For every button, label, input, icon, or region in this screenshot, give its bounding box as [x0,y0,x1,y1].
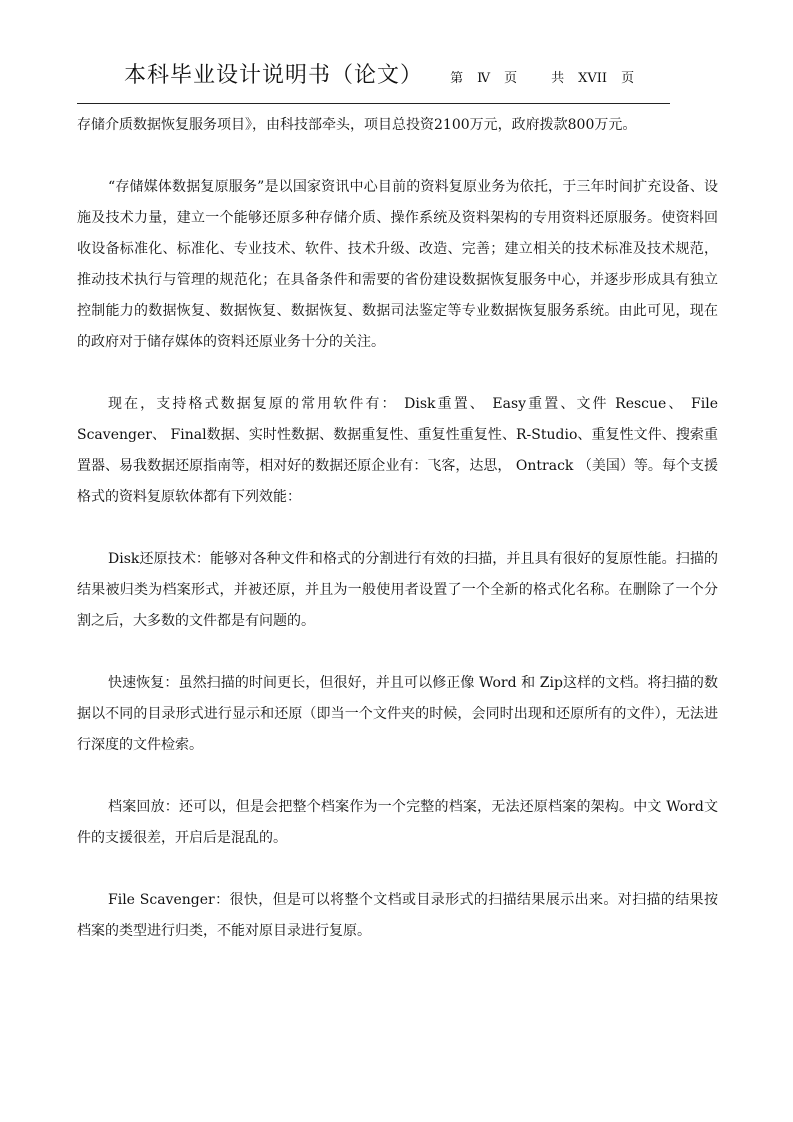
paragraph-6: 档案回放：还可以，但是会把整个档案作为一个完整的档案，无法还原档案的架构。中文 Word文件的支援很差，开启后是混乱的。 [77,799,718,846]
total-suffix: 页 [621,71,635,86]
paragraph-1: 存储介质数据恢复服务项目》，由科技部牵头，项目总投资2100万元，政府拨款800万元。 [77,117,637,133]
paragraph-3: 现在，支持格式数据复原的常用软件有： Disk重置、 Easy重置、文件 Rescue、 File Scavenger、 Final数据、实时性数据、数据重复性、重复性重复性、R-Studio、重复性文件、搜索重置器、易我数据还原指南等，相对好的数据还原企业有：飞客，达思， Ontrack （美国）等。每个支援格式的资料复原软体都有下列效能： [77,396,718,505]
page-header [124,58,634,89]
page-suffix: 页 [504,71,518,86]
paragraph-5: 快速恢复：虽然扫描的时间更长，但很好，并且可以修正像 Word 和 Zip这样的文档。将扫描的数据以不同的目录形式进行显示和还原（即当一个文件夹的时候，会同时出现和还原所有的文件），无法进行深度的文件检索。 [77,675,718,753]
paragraph-4: Disk还原技术：能够对各种文件和格式的分割进行有效的扫描，并且具有很好的复原性能。扫描的结果被归类为档案形式，并被还原，并且为一般使用者设置了一个全新的格式化名称。在删除了一个分割之后，大多数的文件都是有问题的。 [77,551,718,629]
total-pages: XVII [578,71,608,86]
paragraph-2: “存储媒体数据复原服务”是以国家资讯中心目前的资料复原业务为依托，于三年时间扩充设备、设施及技术力量，建立一个能够还原多种存储介质、操作系统及资料架构的专用资料还原服务。使资料回收设备标准化、标准化、专业技术、软件、技术升级、改造、完善；建立相关的技术标准及技术规范，推动技术执行与管理的规范化；在具备条件和需要的省份建设数据恢复服务中心，并逐步形成具有独立控制能力的数据恢复、数据恢复、数据恢复、数据司法鉴定等专业数据恢复服务系统。由此可见，现在的政府对于储存媒体的资料还原业务十分的关注。 [77,179,718,350]
page-number: Ⅳ [477,71,491,86]
document-body [77,110,718,947]
paragraph-7: File Scavenger：很快，但是可以将整个文档或目录形式的扫描结果展示出来。对扫描的结果按档案的类型进行归类，不能对原目录进行复原。 [77,892,718,939]
header-rule [77,103,670,104]
page-prefix: 第 [450,71,464,86]
total-prefix: 共 [551,71,565,86]
page-indicator [450,71,634,86]
document-title: 本科毕业设计说明书（论文） [124,63,424,88]
